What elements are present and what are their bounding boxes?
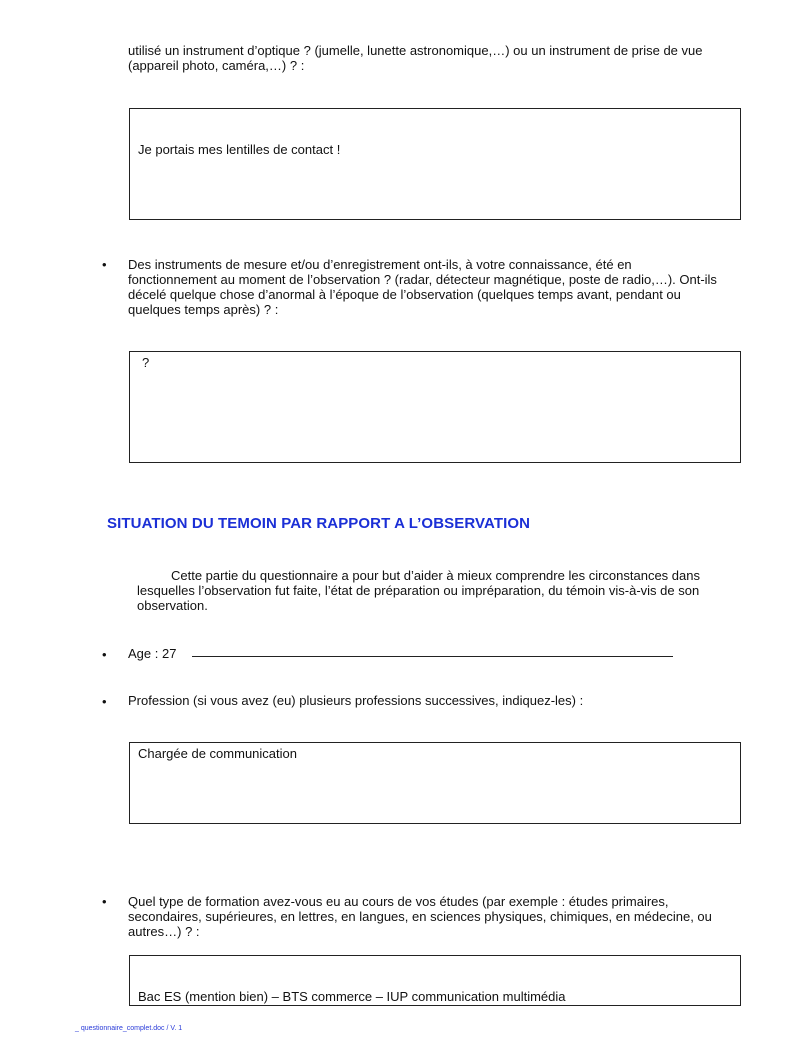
education-answer-box[interactable] (129, 955, 741, 1006)
age-value[interactable]: 27 (161, 646, 177, 661)
age-field (128, 646, 176, 661)
instruments-answer-text: ? (142, 355, 150, 370)
instruments-question-line-2: fonctionnement au moment de l’observation ? (radar, détecteur magnétique, poste de radio,…). Ont-ils (128, 272, 717, 287)
bullet-icon: • (102, 647, 107, 662)
age-label: Age : (128, 646, 159, 661)
education-question-line-1: Quel type de formation avez-vous eu au cours de vos études (par exemple : études primaires, (128, 894, 669, 909)
bullet-icon: • (102, 257, 107, 272)
instruments-question-line-3: décelé quelque chose d’anormal à l’époque de l’observation (quelques temps avant, pendant ou (128, 287, 681, 302)
education-question (128, 894, 712, 939)
instruments-question (128, 257, 717, 317)
age-underline (192, 656, 673, 657)
education-answer-text: Bac ES (mention bien) – BTS commerce – IUP communication multimédia (138, 989, 566, 1004)
instruments-question-line-1: Des instruments de mesure et/ou d’enregistrement ont-ils, à votre connaissance, été en (128, 257, 632, 272)
bullet-icon: • (102, 894, 107, 909)
profession-answer-box[interactable] (129, 742, 741, 824)
intro-paragraph (137, 568, 700, 613)
profession-answer-text: Chargée de communication (138, 746, 297, 761)
intro-line-3: observation. (137, 598, 208, 613)
instruments-answer-box[interactable] (129, 351, 741, 463)
intro-line-2: lesquelles l’observation fut faite, l’état de préparation ou impréparation, du témoin vis-à-vis de son (137, 583, 700, 598)
optics-question-line-2: (appareil photo, caméra,…) ? : (128, 58, 305, 73)
optics-question-line-1: utilisé un instrument d’optique ? (jumelle, lunette astronomique,…) ou un instrument de prise de vue (128, 43, 703, 58)
intro-line-1: Cette partie du questionnaire a pour but d’aider à mieux comprendre les circonstances dans (171, 568, 700, 583)
instruments-question-line-4: quelques temps après) ? : (128, 302, 279, 317)
optics-question (128, 43, 702, 73)
document-footer: _ questionnaire_complet.doc / V. 1 (75, 1025, 183, 1032)
profession-question: Profession (si vous avez (eu) plusieurs professions successives, indiquez-les) : (128, 693, 584, 708)
education-question-line-3: autres…) ? : (128, 924, 200, 939)
optics-answer-box[interactable] (129, 108, 741, 220)
section-title: SITUATION DU TEMOIN PAR RAPPORT A L’OBSERVATION (107, 515, 531, 532)
optics-answer-text: Je portais mes lentilles de contact ! (138, 142, 341, 157)
bullet-icon: • (102, 694, 107, 709)
education-question-line-2: secondaires, supérieures, en lettres, en langues, en sciences physiques, chimiques, en médecine, ou (128, 909, 712, 924)
